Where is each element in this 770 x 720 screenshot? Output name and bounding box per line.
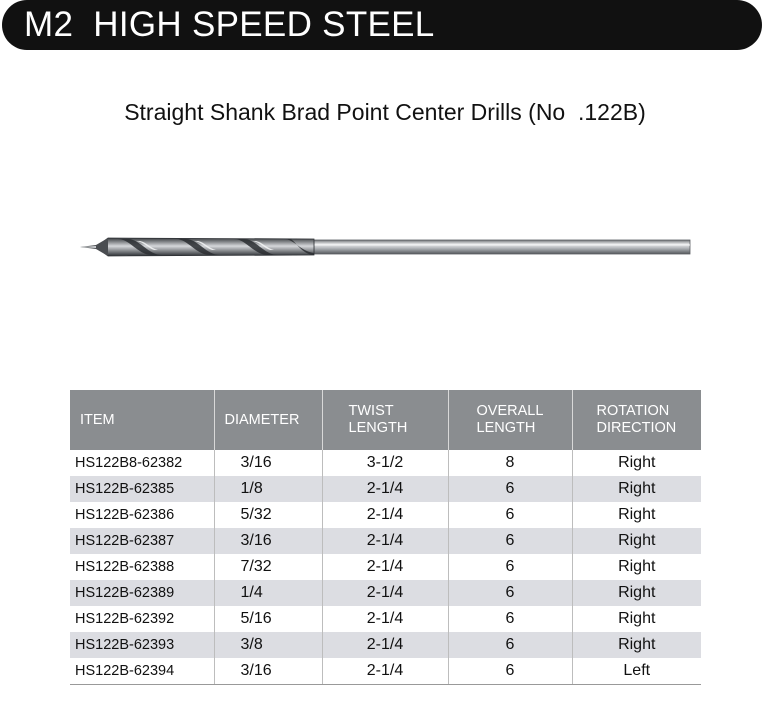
cell-twist-length: 3-1/2 <box>322 450 448 476</box>
cell-item: HS122B-62394 <box>70 658 214 685</box>
table-row <box>70 580 701 606</box>
table-row <box>70 632 701 658</box>
brad-point-drill-bit-icon <box>78 224 694 270</box>
product-subtitle: Straight Shank Brad Point Center Drills (No .122B) <box>124 99 646 125</box>
cell-overall-length: 6 <box>448 632 572 658</box>
table-row <box>70 450 701 476</box>
cell-item: HS122B-62392 <box>75 611 175 627</box>
cell-overall-length: 6 <box>448 502 572 528</box>
cell-item: HS122B-62387 <box>70 528 214 554</box>
table-row <box>70 554 701 580</box>
table-row <box>70 606 701 632</box>
cell-rotation: Right <box>572 606 701 632</box>
cell-diameter: 7/32 <box>214 554 322 580</box>
cell-diameter: 3/16 <box>214 658 322 685</box>
table-row <box>70 502 701 528</box>
header-twist-length: TWIST LENGTH <box>322 390 448 450</box>
header-diameter: DIAMETER <box>214 390 322 450</box>
cell-diameter: 1/8 <box>214 476 322 502</box>
cell-overall-length: 6 <box>448 658 572 685</box>
title-banner <box>2 0 762 50</box>
cell-rotation: Right <box>572 554 701 580</box>
cell-item: HS122B-62385 <box>70 476 214 502</box>
cell-item: HS122B-62389 <box>70 580 214 606</box>
cell-rotation: Right <box>572 632 701 658</box>
cell-diameter: 5/32 <box>214 502 322 528</box>
specification-table <box>70 390 701 685</box>
cell-diameter: 1/4 <box>214 580 322 606</box>
cell-overall-length: 6 <box>448 554 572 580</box>
header-item: ITEM <box>70 390 214 450</box>
cell-twist-length: 2-1/4 <box>322 476 448 502</box>
header-overall-length: OVERALL LENGTH <box>448 390 572 450</box>
cell-item: HS122B-62393 <box>70 632 214 658</box>
cell-diameter: 5/16 <box>214 606 322 632</box>
cell-overall-length: 6 <box>448 476 572 502</box>
cell-overall-length: 6 <box>448 580 572 606</box>
cell-rotation: Right <box>572 528 701 554</box>
cell-twist-length: 2-1/4 <box>322 580 448 606</box>
table-row <box>70 528 701 554</box>
cell-rotation: Right <box>572 476 701 502</box>
cell-twist-length: 2-1/4 <box>322 528 448 554</box>
cell-diameter: 3/8 <box>214 632 322 658</box>
table-row <box>70 658 701 685</box>
cell-diameter: 3/16 <box>214 528 322 554</box>
cell-overall-length: 6 <box>448 528 572 554</box>
cell-twist-length: 2-1/4 <box>322 658 448 685</box>
cell-rotation: Right <box>572 502 701 528</box>
banner-title: M2 HIGH SPEED STEEL <box>24 5 435 44</box>
cell-twist-length: 2-1/4 <box>322 554 448 580</box>
table-header-row <box>70 390 701 450</box>
cell-rotation: Left <box>572 658 701 685</box>
cell-rotation: Right <box>572 450 701 476</box>
cell-twist-length: 2-1/4 <box>322 632 448 658</box>
cell-item: HS122B-62386 <box>75 507 175 523</box>
cell-overall-length: 8 <box>448 450 572 476</box>
cell-rotation: Right <box>572 580 701 606</box>
cell-twist-length: 2-1/4 <box>322 606 448 632</box>
cell-twist-length: 2-1/4 <box>322 502 448 528</box>
cell-item: HS122B-62388 <box>75 559 175 575</box>
header-rotation-direction: ROTATION DIRECTION <box>572 390 701 450</box>
table-row <box>70 476 701 502</box>
cell-diameter: 3/16 <box>214 450 322 476</box>
cell-overall-length: 6 <box>448 606 572 632</box>
cell-item: HS122B8-62382 <box>75 455 183 471</box>
